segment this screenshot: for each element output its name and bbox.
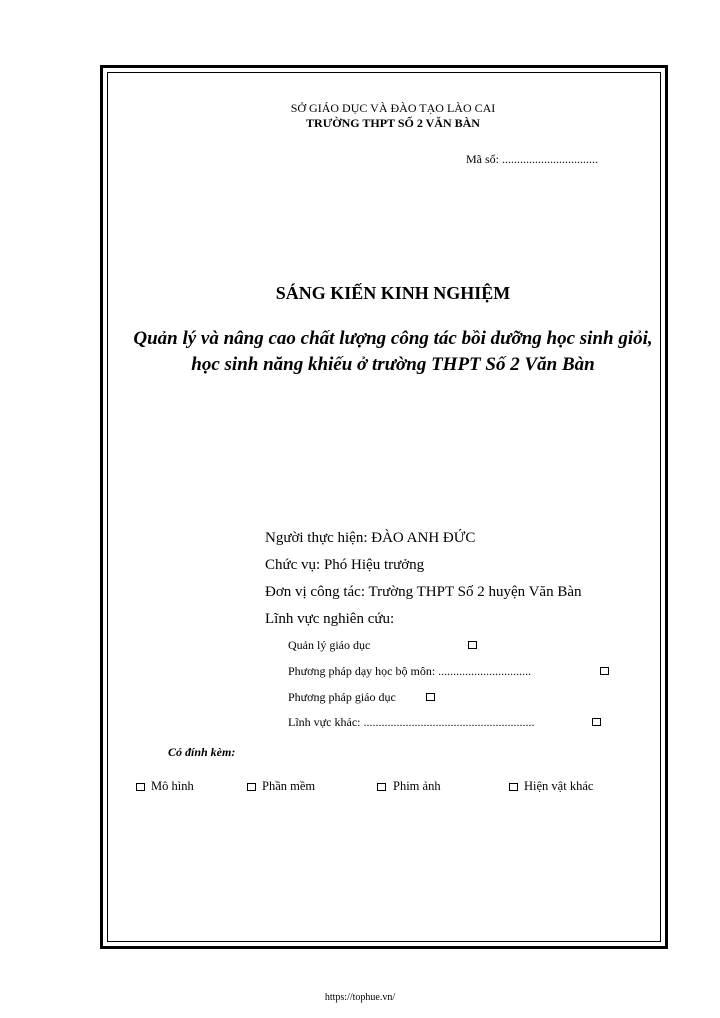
checkbox-other[interactable] [592,718,601,726]
field-other: Lĩnh vực khác: ......................................................... [288,715,535,729]
footer-url[interactable]: https://tophue.vn/ [324,992,396,1003]
checkbox-model[interactable] [136,783,145,791]
checkbox-film[interactable] [377,783,386,791]
checkbox-teaching-method[interactable] [600,667,609,675]
page-border [100,65,668,949]
code-field: Mã số: ................................ [466,152,598,166]
field-education-method: Phương pháp giáo dục [288,690,396,704]
document-title: Quản lý và nâng cao chất lượng công tác bồi dưỡng học sinh giỏi, học sinh năng khiếu ở trường THPT Số 2 Văn Bàn [133,328,653,375]
performer: Người thực hiện: ĐÀO ANH ĐỨC [265,530,476,546]
position: Chức vụ: Phó Hiệu trưởng [265,557,425,573]
attachments-label: Có đính kèm: [168,745,236,759]
school-name: TRƯỜNG THPT SỐ 2 VĂN BÀN [306,116,480,130]
attachment-software: Phần mềm [262,779,316,793]
field-education-management: Quản lý giáo dục [288,638,371,652]
document-type: SÁNG KIẾN KINH NGHIỆM [275,283,511,303]
page-inner-border [107,72,661,942]
department-name: SỞ GIÁO DỤC VÀ ĐÀO TẠO LÀO CAI [290,101,496,115]
research-field-label: Lĩnh vực nghiên cứu: [265,611,395,627]
checkbox-software[interactable] [247,783,256,791]
checkbox-education-management[interactable] [468,641,477,649]
attachment-model: Mô hình [151,779,194,793]
attachment-film: Phim ảnh [393,779,441,793]
checkbox-other-item[interactable] [509,783,518,791]
attachment-other-item: Hiện vật khác [524,779,594,793]
work-unit: Đơn vị công tác: Trường THPT Số 2 huyện Văn Bàn [265,584,582,600]
field-teaching-method: Phương pháp dạy học bộ môn: ............................... [288,664,532,678]
checkbox-education-method[interactable] [426,693,435,701]
